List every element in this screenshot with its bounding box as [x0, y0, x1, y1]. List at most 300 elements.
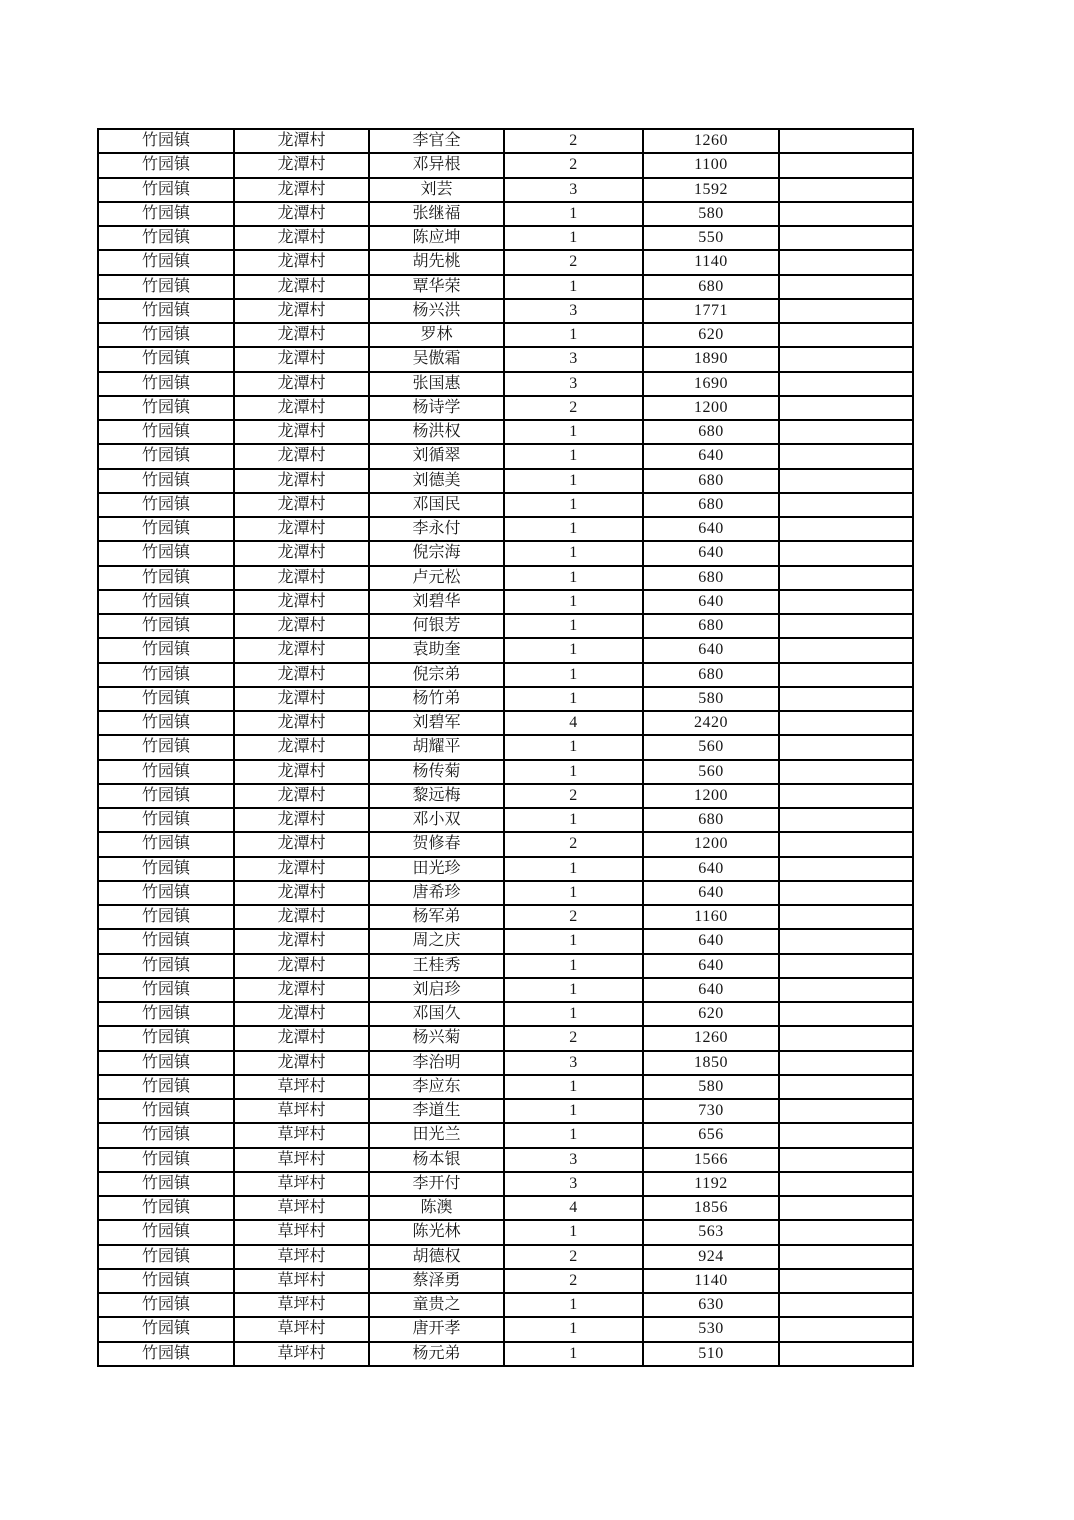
cell-village: 龙潭村: [234, 784, 369, 808]
cell-village: 龙潭村: [234, 372, 369, 396]
cell-amount: 1260: [643, 129, 779, 153]
cell-name: 李官全: [369, 129, 504, 153]
cell-name: 黎远梅: [369, 784, 504, 808]
cell-name: 刘碧军: [369, 711, 504, 735]
cell-name: 胡耀平: [369, 735, 504, 759]
table-row: [98, 735, 913, 759]
cell-village: 龙潭村: [234, 808, 369, 832]
cell-amount: 640: [643, 929, 779, 953]
table-row: [98, 493, 913, 517]
cell-town: 竹园镇: [98, 832, 234, 856]
cell-town: 竹园镇: [98, 1172, 234, 1196]
cell-count: 1: [504, 590, 643, 614]
cell-town: 竹园镇: [98, 1075, 234, 1099]
cell-amount: 1566: [643, 1148, 779, 1172]
cell-name: 田光珍: [369, 857, 504, 881]
cell-note: [779, 202, 913, 226]
cell-name: 杨兴洪: [369, 299, 504, 323]
cell-name: 陈光林: [369, 1220, 504, 1244]
table-row: [98, 711, 913, 735]
cell-village: 草坪村: [234, 1293, 369, 1317]
cell-amount: 640: [643, 638, 779, 662]
cell-amount: 1260: [643, 1026, 779, 1050]
cell-name: 王桂秀: [369, 954, 504, 978]
cell-note: [779, 1293, 913, 1317]
cell-town: 竹园镇: [98, 1148, 234, 1172]
cell-amount: 560: [643, 760, 779, 784]
cell-village: 龙潭村: [234, 275, 369, 299]
table-row: [98, 226, 913, 250]
cell-note: [779, 735, 913, 759]
table-row: [98, 1342, 913, 1367]
cell-note: [779, 784, 913, 808]
table-row: [98, 978, 913, 1002]
cell-count: 1: [504, 760, 643, 784]
cell-town: 竹园镇: [98, 1317, 234, 1341]
cell-town: 竹园镇: [98, 226, 234, 250]
cell-name: 杨军弟: [369, 905, 504, 929]
cell-amount: 560: [643, 735, 779, 759]
cell-amount: 640: [643, 954, 779, 978]
cell-amount: 640: [643, 517, 779, 541]
cell-town: 竹园镇: [98, 1245, 234, 1269]
cell-town: 竹园镇: [98, 1099, 234, 1123]
cell-town: 竹园镇: [98, 153, 234, 177]
cell-town: 竹园镇: [98, 1123, 234, 1147]
table-row: [98, 857, 913, 881]
cell-town: 竹园镇: [98, 1051, 234, 1075]
cell-village: 龙潭村: [234, 614, 369, 638]
cell-note: [779, 614, 913, 638]
cell-count: 1: [504, 1342, 643, 1367]
cell-note: [779, 1220, 913, 1244]
cell-town: 竹园镇: [98, 1269, 234, 1293]
table-row: [98, 1123, 913, 1147]
cell-count: 1: [504, 226, 643, 250]
cell-amount: 1200: [643, 396, 779, 420]
cell-village: 龙潭村: [234, 153, 369, 177]
cell-name: 杨传菊: [369, 760, 504, 784]
table-row: [98, 517, 913, 541]
table-row: [98, 638, 913, 662]
cell-town: 竹园镇: [98, 566, 234, 590]
cell-village: 龙潭村: [234, 299, 369, 323]
cell-note: [779, 663, 913, 687]
cell-note: [779, 517, 913, 541]
cell-name: 邓异根: [369, 153, 504, 177]
cell-note: [779, 954, 913, 978]
cell-town: 竹园镇: [98, 347, 234, 371]
table-row: [98, 250, 913, 274]
table-body: [98, 129, 913, 1366]
table-row: [98, 153, 913, 177]
cell-count: 3: [504, 1148, 643, 1172]
cell-village: 草坪村: [234, 1245, 369, 1269]
cell-count: 4: [504, 711, 643, 735]
cell-town: 竹园镇: [98, 493, 234, 517]
cell-note: [779, 323, 913, 347]
cell-name: 李开付: [369, 1172, 504, 1196]
cell-name: 童贵之: [369, 1293, 504, 1317]
cell-amount: 680: [643, 566, 779, 590]
cell-name: 陈澳: [369, 1196, 504, 1220]
cell-village: 龙潭村: [234, 881, 369, 905]
cell-name: 刘德美: [369, 469, 504, 493]
cell-town: 竹园镇: [98, 614, 234, 638]
cell-count: 1: [504, 275, 643, 299]
cell-name: 唐开孝: [369, 1317, 504, 1341]
table-row: [98, 1196, 913, 1220]
cell-town: 竹园镇: [98, 202, 234, 226]
cell-town: 竹园镇: [98, 1220, 234, 1244]
cell-town: 竹园镇: [98, 1342, 234, 1367]
table-row: [98, 444, 913, 468]
cell-village: 龙潭村: [234, 444, 369, 468]
cell-village: 草坪村: [234, 1099, 369, 1123]
table-row: [98, 347, 913, 371]
cell-count: 1: [504, 638, 643, 662]
cell-amount: 640: [643, 978, 779, 1002]
table-row: [98, 372, 913, 396]
cell-count: 1: [504, 444, 643, 468]
cell-village: 草坪村: [234, 1172, 369, 1196]
cell-note: [779, 1342, 913, 1367]
cell-town: 竹园镇: [98, 857, 234, 881]
cell-village: 龙潭村: [234, 566, 369, 590]
cell-village: 草坪村: [234, 1075, 369, 1099]
cell-count: 1: [504, 1293, 643, 1317]
cell-note: [779, 178, 913, 202]
cell-name: 杨本银: [369, 1148, 504, 1172]
cell-town: 竹园镇: [98, 784, 234, 808]
cell-name: 周之庆: [369, 929, 504, 953]
cell-count: 1: [504, 735, 643, 759]
cell-count: 1: [504, 1220, 643, 1244]
cell-name: 刘芸: [369, 178, 504, 202]
table-row: [98, 323, 913, 347]
cell-amount: 730: [643, 1099, 779, 1123]
cell-count: 1: [504, 541, 643, 565]
cell-amount: 1690: [643, 372, 779, 396]
cell-name: 李治明: [369, 1051, 504, 1075]
cell-count: 3: [504, 1172, 643, 1196]
cell-town: 竹园镇: [98, 808, 234, 832]
cell-name: 倪宗海: [369, 541, 504, 565]
cell-village: 龙潭村: [234, 832, 369, 856]
cell-amount: 680: [643, 808, 779, 832]
table-row: [98, 202, 913, 226]
cell-note: [779, 566, 913, 590]
cell-amount: 1850: [643, 1051, 779, 1075]
cell-name: 杨元弟: [369, 1342, 504, 1367]
cell-name: 杨兴菊: [369, 1026, 504, 1050]
cell-town: 竹园镇: [98, 372, 234, 396]
cell-name: 袁助奎: [369, 638, 504, 662]
cell-name: 杨竹弟: [369, 687, 504, 711]
cell-village: 龙潭村: [234, 1002, 369, 1026]
cell-town: 竹园镇: [98, 420, 234, 444]
cell-name: 邓小双: [369, 808, 504, 832]
cell-name: 陈应坤: [369, 226, 504, 250]
cell-name: 李应东: [369, 1075, 504, 1099]
cell-count: 1: [504, 881, 643, 905]
cell-note: [779, 687, 913, 711]
table-row: [98, 905, 913, 929]
cell-village: 龙潭村: [234, 954, 369, 978]
table-row: [98, 881, 913, 905]
cell-note: [779, 275, 913, 299]
cell-note: [779, 299, 913, 323]
cell-name: 张国惠: [369, 372, 504, 396]
cell-name: 刘启珍: [369, 978, 504, 1002]
cell-village: 龙潭村: [234, 493, 369, 517]
table-row: [98, 396, 913, 420]
cell-count: 1: [504, 469, 643, 493]
cell-note: [779, 250, 913, 274]
cell-note: [779, 420, 913, 444]
cell-note: [779, 444, 913, 468]
cell-village: 草坪村: [234, 1220, 369, 1244]
cell-amount: 1200: [643, 784, 779, 808]
cell-town: 竹园镇: [98, 541, 234, 565]
cell-count: 1: [504, 978, 643, 1002]
cell-town: 竹园镇: [98, 1293, 234, 1317]
cell-amount: 1100: [643, 153, 779, 177]
cell-name: 吴傲霜: [369, 347, 504, 371]
table-row: [98, 566, 913, 590]
cell-count: 1: [504, 1099, 643, 1123]
cell-town: 竹园镇: [98, 299, 234, 323]
cell-note: [779, 372, 913, 396]
cell-note: [779, 832, 913, 856]
cell-count: 1: [504, 1123, 643, 1147]
cell-village: 草坪村: [234, 1148, 369, 1172]
cell-town: 竹园镇: [98, 1196, 234, 1220]
cell-village: 龙潭村: [234, 541, 369, 565]
cell-note: [779, 1148, 913, 1172]
table-row: [98, 832, 913, 856]
cell-village: 龙潭村: [234, 323, 369, 347]
cell-note: [779, 1099, 913, 1123]
cell-village: 龙潭村: [234, 735, 369, 759]
table-row: [98, 541, 913, 565]
cell-village: 龙潭村: [234, 638, 369, 662]
cell-count: 2: [504, 153, 643, 177]
cell-count: 3: [504, 372, 643, 396]
cell-name: 胡先桃: [369, 250, 504, 274]
cell-count: 2: [504, 784, 643, 808]
cell-note: [779, 226, 913, 250]
cell-town: 竹园镇: [98, 711, 234, 735]
cell-count: 4: [504, 1196, 643, 1220]
cell-name: 蔡泽勇: [369, 1269, 504, 1293]
cell-note: [779, 1196, 913, 1220]
cell-count: 1: [504, 517, 643, 541]
cell-amount: 1890: [643, 347, 779, 371]
cell-count: 2: [504, 1026, 643, 1050]
cell-village: 草坪村: [234, 1196, 369, 1220]
cell-amount: 680: [643, 493, 779, 517]
cell-village: 龙潭村: [234, 663, 369, 687]
cell-village: 龙潭村: [234, 178, 369, 202]
cell-amount: 2420: [643, 711, 779, 735]
cell-note: [779, 1269, 913, 1293]
cell-amount: 563: [643, 1220, 779, 1244]
table-row: [98, 299, 913, 323]
cell-town: 竹园镇: [98, 323, 234, 347]
cell-note: [779, 1075, 913, 1099]
table-row: [98, 1002, 913, 1026]
cell-village: 龙潭村: [234, 687, 369, 711]
cell-count: 1: [504, 954, 643, 978]
roster-table: [97, 128, 914, 1367]
cell-note: [779, 153, 913, 177]
cell-count: 2: [504, 129, 643, 153]
cell-name: 刘碧华: [369, 590, 504, 614]
cell-amount: 656: [643, 1123, 779, 1147]
table-row: [98, 1269, 913, 1293]
cell-name: 何银芳: [369, 614, 504, 638]
table-row: [98, 614, 913, 638]
cell-village: 龙潭村: [234, 420, 369, 444]
cell-count: 1: [504, 1002, 643, 1026]
cell-village: 龙潭村: [234, 929, 369, 953]
cell-name: 胡德权: [369, 1245, 504, 1269]
table-row: [98, 1026, 913, 1050]
cell-note: [779, 711, 913, 735]
cell-amount: 620: [643, 323, 779, 347]
table-row: [98, 420, 913, 444]
cell-amount: 530: [643, 1317, 779, 1341]
cell-name: 田光兰: [369, 1123, 504, 1147]
cell-count: 1: [504, 202, 643, 226]
cell-village: 龙潭村: [234, 905, 369, 929]
cell-note: [779, 493, 913, 517]
cell-name: 贺修春: [369, 832, 504, 856]
cell-town: 竹园镇: [98, 760, 234, 784]
cell-village: 龙潭村: [234, 469, 369, 493]
cell-amount: 1771: [643, 299, 779, 323]
cell-name: 张继福: [369, 202, 504, 226]
cell-village: 龙潭村: [234, 517, 369, 541]
cell-town: 竹园镇: [98, 954, 234, 978]
cell-village: 草坪村: [234, 1342, 369, 1367]
cell-name: 杨诗学: [369, 396, 504, 420]
table-row: [98, 1293, 913, 1317]
cell-count: 1: [504, 929, 643, 953]
cell-name: 杨洪权: [369, 420, 504, 444]
cell-amount: 1856: [643, 1196, 779, 1220]
cell-amount: 580: [643, 1075, 779, 1099]
cell-count: 1: [504, 566, 643, 590]
cell-count: 2: [504, 1245, 643, 1269]
cell-town: 竹园镇: [98, 517, 234, 541]
cell-count: 1: [504, 808, 643, 832]
cell-town: 竹园镇: [98, 275, 234, 299]
cell-note: [779, 129, 913, 153]
cell-town: 竹园镇: [98, 638, 234, 662]
cell-count: 1: [504, 614, 643, 638]
cell-count: 2: [504, 250, 643, 274]
table-row: [98, 1220, 913, 1244]
cell-town: 竹园镇: [98, 396, 234, 420]
cell-count: 1: [504, 687, 643, 711]
cell-note: [779, 1026, 913, 1050]
cell-village: 龙潭村: [234, 1026, 369, 1050]
cell-count: 3: [504, 178, 643, 202]
cell-village: 草坪村: [234, 1317, 369, 1341]
table-row: [98, 1099, 913, 1123]
cell-count: 1: [504, 1075, 643, 1099]
table-row: [98, 178, 913, 202]
cell-count: 3: [504, 347, 643, 371]
cell-count: 1: [504, 323, 643, 347]
cell-village: 草坪村: [234, 1123, 369, 1147]
cell-amount: 680: [643, 420, 779, 444]
cell-amount: 924: [643, 1245, 779, 1269]
cell-town: 竹园镇: [98, 1026, 234, 1050]
cell-village: 龙潭村: [234, 202, 369, 226]
cell-note: [779, 590, 913, 614]
cell-village: 龙潭村: [234, 347, 369, 371]
cell-count: 2: [504, 832, 643, 856]
cell-count: 1: [504, 663, 643, 687]
table-row: [98, 784, 913, 808]
cell-amount: 1160: [643, 905, 779, 929]
cell-count: 2: [504, 1269, 643, 1293]
cell-town: 竹园镇: [98, 178, 234, 202]
cell-name: 卢元松: [369, 566, 504, 590]
cell-amount: 550: [643, 226, 779, 250]
cell-note: [779, 638, 913, 662]
cell-note: [779, 808, 913, 832]
table-row: [98, 1075, 913, 1099]
cell-note: [779, 1317, 913, 1341]
cell-amount: 630: [643, 1293, 779, 1317]
cell-count: 2: [504, 905, 643, 929]
cell-town: 竹园镇: [98, 929, 234, 953]
cell-count: 1: [504, 493, 643, 517]
table-row: [98, 808, 913, 832]
cell-town: 竹园镇: [98, 978, 234, 1002]
cell-count: 1: [504, 420, 643, 444]
cell-village: 龙潭村: [234, 711, 369, 735]
cell-note: [779, 1245, 913, 1269]
cell-note: [779, 1172, 913, 1196]
cell-note: [779, 978, 913, 1002]
cell-amount: 1200: [643, 832, 779, 856]
cell-amount: 640: [643, 541, 779, 565]
cell-note: [779, 1123, 913, 1147]
cell-amount: 640: [643, 444, 779, 468]
cell-town: 竹园镇: [98, 250, 234, 274]
cell-amount: 1192: [643, 1172, 779, 1196]
cell-note: [779, 347, 913, 371]
cell-note: [779, 541, 913, 565]
cell-note: [779, 1051, 913, 1075]
cell-note: [779, 929, 913, 953]
cell-amount: 1592: [643, 178, 779, 202]
cell-count: 1: [504, 1317, 643, 1341]
cell-note: [779, 760, 913, 784]
cell-amount: 1140: [643, 1269, 779, 1293]
cell-note: [779, 881, 913, 905]
cell-name: 罗林: [369, 323, 504, 347]
table-row: [98, 129, 913, 153]
cell-village: 龙潭村: [234, 396, 369, 420]
cell-amount: 620: [643, 1002, 779, 1026]
cell-town: 竹园镇: [98, 590, 234, 614]
